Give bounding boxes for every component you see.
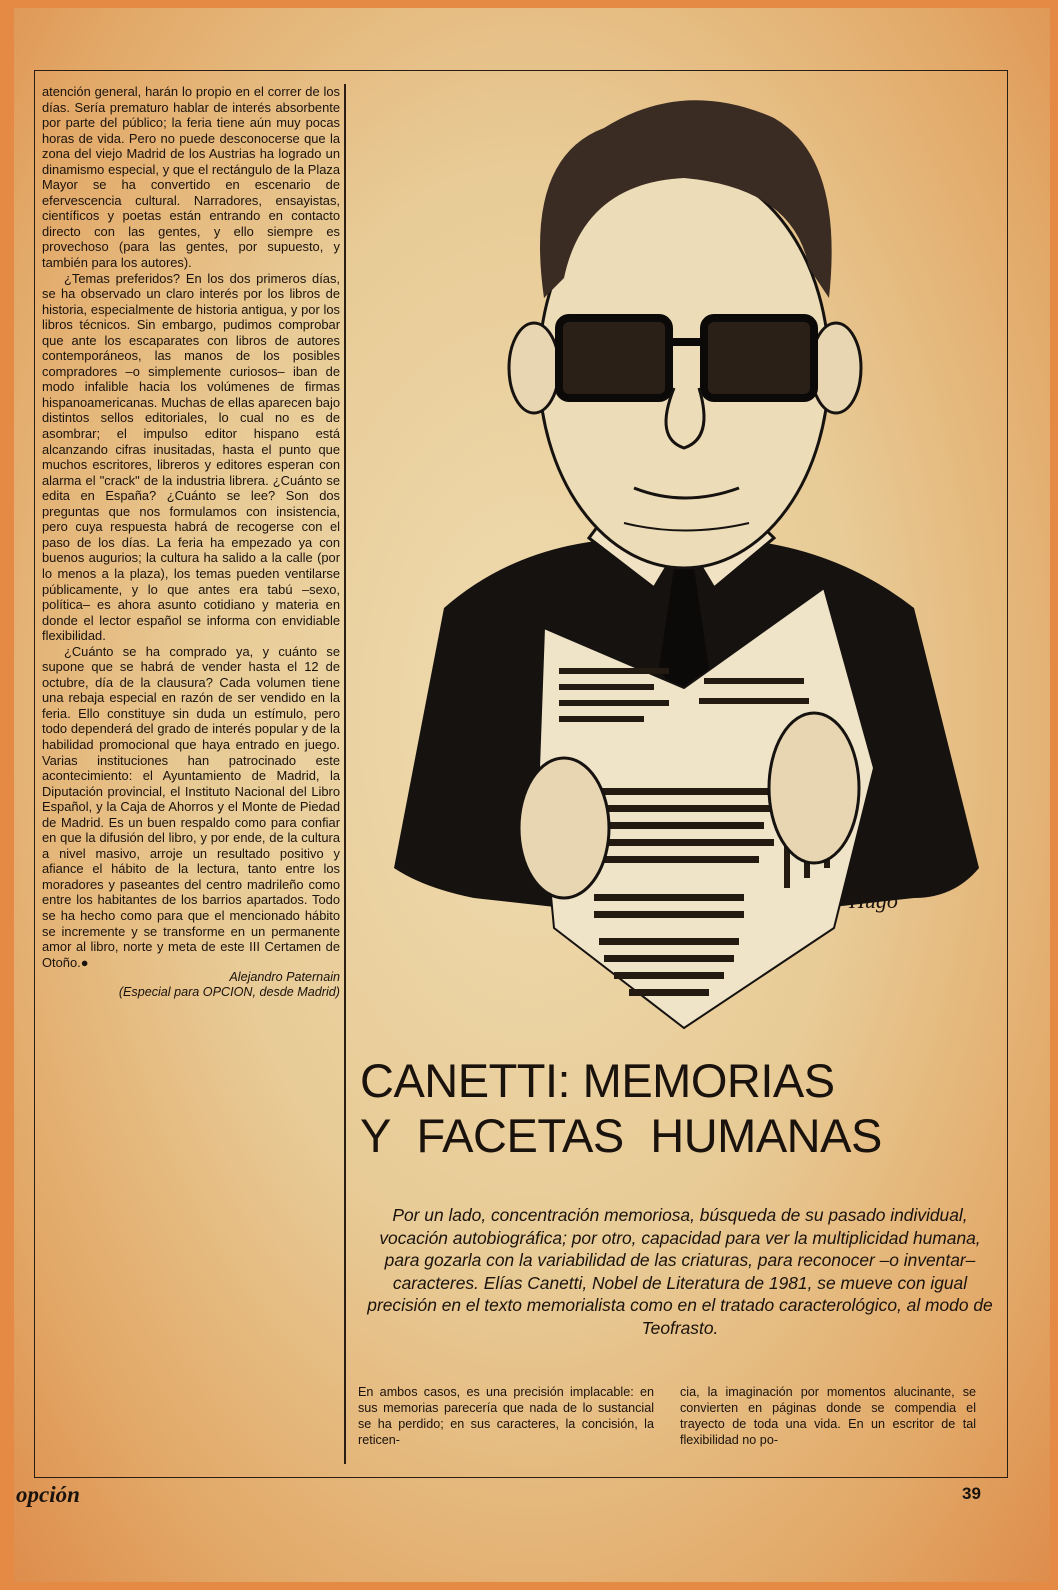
article-credit: (Especial para OPCION, desde Madrid): [118, 985, 340, 1000]
left-paragraph-1: atención general, harán lo propio en el correr de los días. Sería prematuro hablar de interés absorbente por parte del público; la feria tiene aún muy pocas horas de vida. Pero no puede desconocerse que la zona del viejo Madrid de los Austrias ha logrado un dinamismo especial, y que el rectángulo de la Plaza Mayor se ha convertido en escenario de efervescencia cultural. Narradores, ensayistas, científicos y poetas están entrando en contacto directo con las gentes, y ello siempre es provechoso (para las gentes, por supuesto, y también para los autores).: [42, 84, 340, 271]
headline-line-2: Y FACETAS HUMANAS: [360, 1109, 882, 1162]
left-paragraph-2: ¿Temas preferidos? En los dos primeros días, se ha observado un claro interés por los libros de historia, especialmente de historia antigua, y por los libros técnicos. Sin embargo, pudimos comprobar que ante los escaparates con libros de autores contemporáneos, las manos de los posibles compradores –o simplemente curiosos– iban de modo infalible hacia los volúmenes de firmas hispanoamericanas. Muchas de ellas aparecen bajo distintos sellos editoriales, lo cual no es de asombrar; el impulso editor hispano está alcanzando cifras inusitadas, hasta el punto que muchos escritores, libreros y editores esperan con alarma el "crack" de la industria librera. ¿Cuánto se edita en España? ¿Cuánto se lee? Son dos preguntas que nos formulamos con insistencia, pero cuya respuesta habrá de recogerse con el paso de los días. La feria ha empezado ya con buenos augurios; la cultura ha salido a la calle (por lo menos a la plaza), los temas pueden ventilarse públicamente, y lo que antes era tabú –sexo, política– es ahora asunto cotidiano y materia en donde el lector español se informa con envidiable flexibilidad.: [42, 270, 340, 644]
left-article-column: [42, 84, 340, 1474]
article-headline: [360, 1053, 1000, 1163]
headline-line-1: CANETTI: MEMORIAS: [360, 1054, 835, 1107]
column-divider: [344, 84, 346, 1464]
illustrator-signature: Hugo: [849, 888, 898, 913]
canetti-caricature: [354, 68, 994, 1058]
body-col1-text: En ambos casos, es una precisión implacable: en sus memorias parecería que nada de lo sustancial se ha perdido; en sus caracteres, la concisión, la reticen-: [358, 1385, 654, 1447]
page-number: 39: [962, 1484, 981, 1503]
magazine-page: [14, 8, 1050, 1582]
body-col2-text: cia, la imaginación por momentos alucinante, se convierten en páginas donde se compendia el trayecto de toda una vida. En un escritor de tal flexibilidad no po-: [680, 1385, 976, 1447]
magazine-logo: opción: [16, 1482, 80, 1507]
body-column-2: [680, 1384, 976, 1448]
article-dek: Por un lado, concentración memoriosa, búsqueda de su pasado individual, vocación autobiográfica; por otro, capacidad para ver la multiplicidad humana, para gozarla con la variabilidad de las criaturas, para reconocer –o inventar– caracteres. Elías Canetti, Nobel de Literatura de 1981, se mueve con igual precisión en el texto memorialista como en el tratado caracterológico, al modo de Teofrasto.: [367, 1205, 993, 1338]
body-column-1: [358, 1384, 654, 1448]
article-author: Alejandro Paternain: [229, 970, 340, 985]
left-paragraph-3: ¿Cuánto se ha comprado ya, y cuánto se supone que se habrá de vender hasta el 12 de octubre, día de la clausura? Cada volumen tiene una rebaja especial en razón de ser vendido en la feria. Ello constituye sin duda un estímulo, pero todo dependerá del grado de interés popular y de la habilidad promocional que haya entrado en juego. Varias instituciones han patrocinado este acontecimiento: el Ayuntamiento de Madrid, la Diputación provincial, el Instituto Nacional del Libro Español, y la Caja de Ahorros y el Monte de Piedad de Madrid. Es un buen respaldo como para confiar en que la difusión del libro, y por ende, de la cultura a nivel masivo, arroje un resultado positivo y afiance el hábito de la lectura, tanto entre los moradores y paseantes del centro madrileño como entre los habitantes de los barrios apartados. Todo se ha hecho como para que el mencionado hábito se incremente y se transforme en un permanente amor al libro, norte y meta de este III Certamen de Otoño.●: [42, 643, 340, 970]
